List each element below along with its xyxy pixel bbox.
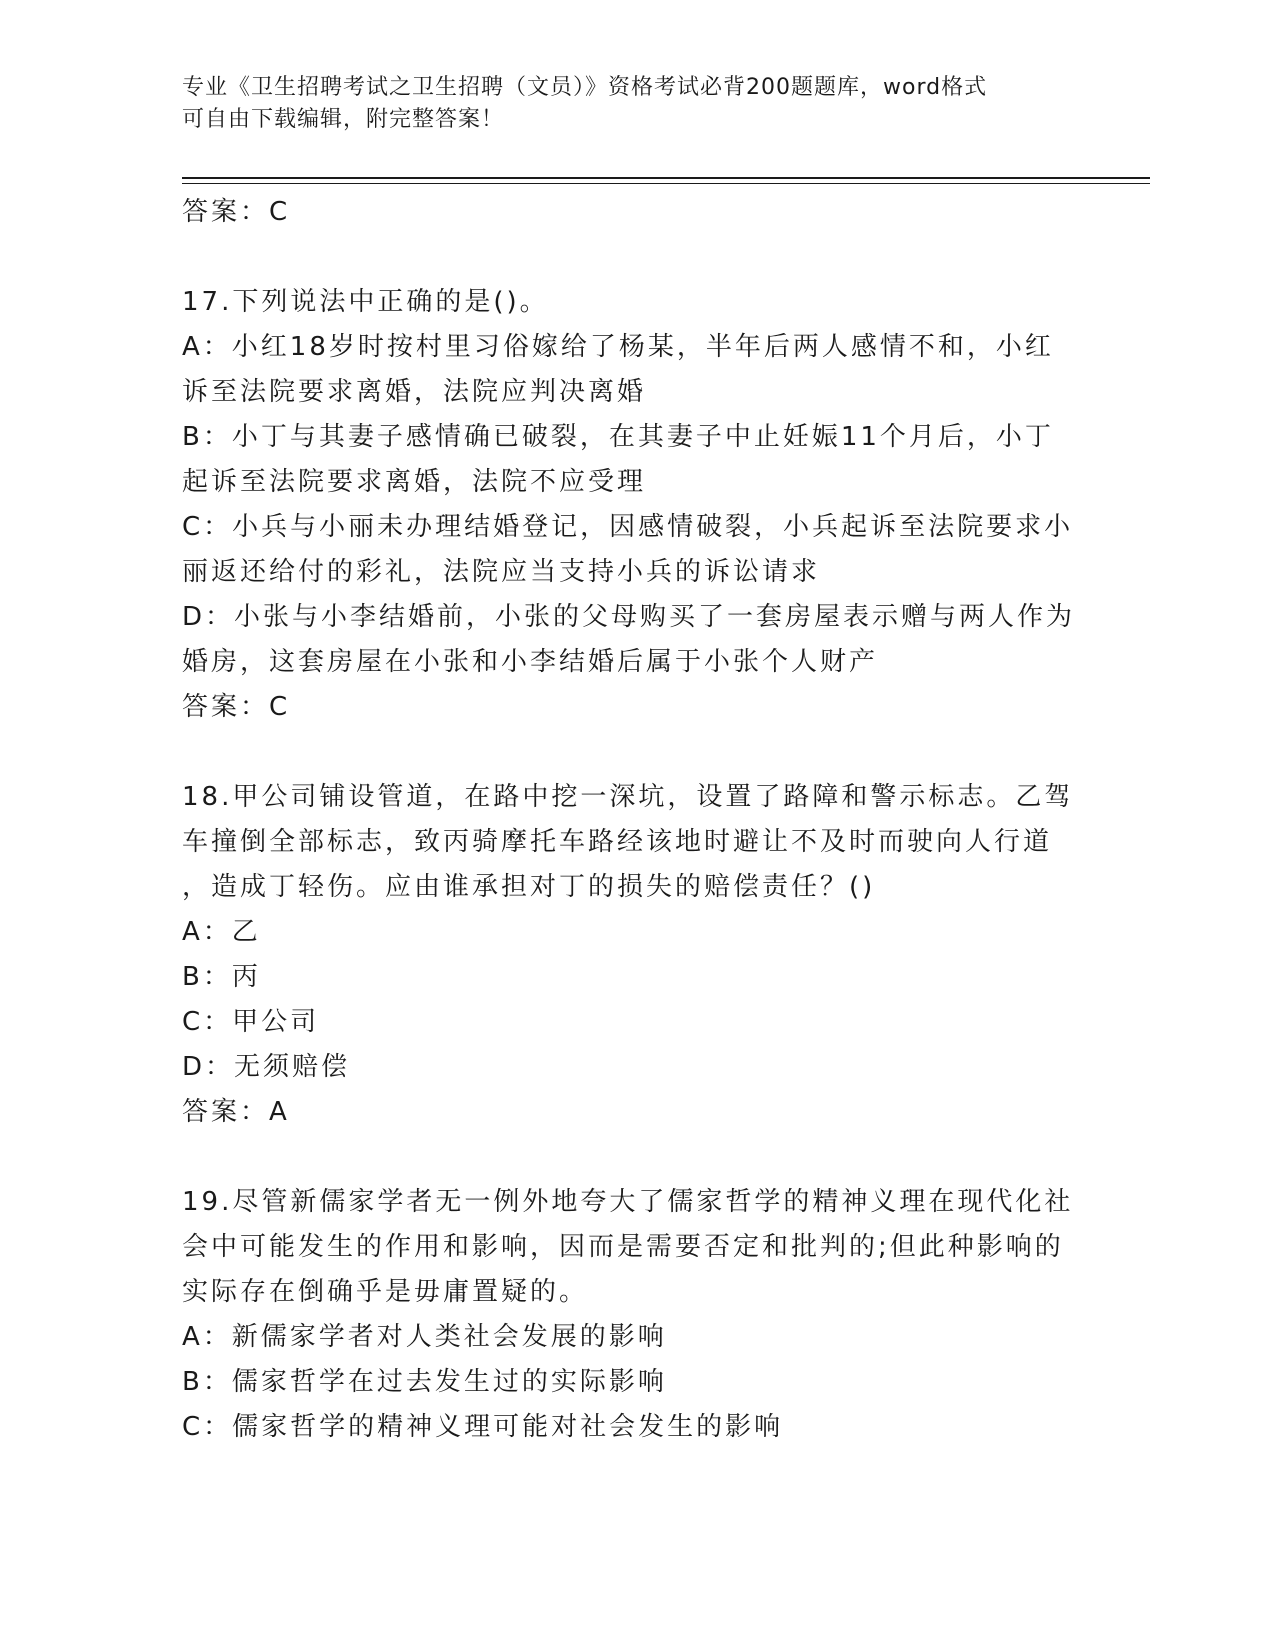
question-stem-line: ，造成丁轻伤。应由谁承担对丁的损失的赔偿责任？() — [182, 872, 876, 902]
option-line: B：小丁与其妻子感情确已破裂，在其妻子中止妊娠11个月后，小丁 — [182, 422, 1054, 452]
option-d — [182, 595, 1082, 685]
option-b: B：儒家哲学在过去发生过的实际影响 — [182, 1367, 667, 1397]
option-line: A：小红18岁时按村里习俗嫁给了杨某，半年后两人感情不和，小红 — [182, 332, 1054, 362]
question-stem-line: 会中可能发生的作用和影响，因而是需要否定和批判的;但此种影响的 — [182, 1232, 1064, 1262]
option-c — [182, 505, 1082, 595]
option-line: 诉至法院要求离婚，法院应判决离婚 — [182, 377, 647, 407]
question-stem-line: 17.下列说法中正确的是()。 — [182, 287, 549, 317]
option-d: D：无须赔偿 — [182, 1052, 351, 1082]
previous-answer: 答案：C — [182, 197, 291, 227]
header-line-1: 专业《卫生招聘考试之卫生招聘（文员）》资格考试必背200题题库，word格式 — [182, 75, 988, 100]
document-body — [182, 190, 1082, 1450]
spacer — [182, 730, 1082, 775]
question-19 — [182, 1180, 1082, 1450]
option-line: 婚房，这套房屋在小张和小李结婚后属于小张个人财产 — [182, 647, 879, 677]
question-stem-line: 19.尽管新儒家学者无一例外地夸大了儒家哲学的精神义理在现代化社 — [182, 1187, 1074, 1217]
option-line: 起诉至法院要求离婚，法院不应受理 — [182, 467, 647, 497]
document-header — [182, 72, 1062, 136]
question-17 — [182, 280, 1082, 730]
question-18 — [182, 775, 1082, 1135]
question-stem-line: 实际存在倒确乎是毋庸置疑的。 — [182, 1277, 589, 1307]
header-rule-thin — [182, 183, 1150, 184]
answer-line: 答案：C — [182, 692, 291, 722]
option-b: B：丙 — [182, 962, 261, 992]
option-line: D：小张与小李结婚前，小张的父母购买了一套房屋表示赠与两人作为 — [182, 602, 1076, 632]
spacer — [182, 1135, 1082, 1180]
header-line-2: 可自由下载编辑，附完整答案！ — [182, 107, 505, 132]
option-a — [182, 325, 1082, 415]
question-stem-line: 车撞倒全部标志，致丙骑摩托车路经该地时避让不及时而驶向人行道 — [182, 827, 1053, 857]
option-c: C：儒家哲学的精神义理可能对社会发生的影响 — [182, 1412, 784, 1442]
option-line: C：小兵与小丽未办理结婚登记，因感情破裂，小兵起诉至法院要求小 — [182, 512, 1074, 542]
option-b — [182, 415, 1082, 505]
answer-line: 答案：A — [182, 1097, 290, 1127]
option-line: 丽返还给付的彩礼，法院应当支持小兵的诉讼请求 — [182, 557, 821, 587]
option-a: A：乙 — [182, 917, 261, 947]
option-a: A：新儒家学者对人类社会发展的影响 — [182, 1322, 667, 1352]
question-stem-line: 18.甲公司铺设管道，在路中挖一深坑，设置了路障和警示标志。乙驾 — [182, 782, 1074, 812]
header-rule — [182, 177, 1150, 179]
spacer — [182, 235, 1082, 280]
option-c: C：甲公司 — [182, 1007, 320, 1037]
